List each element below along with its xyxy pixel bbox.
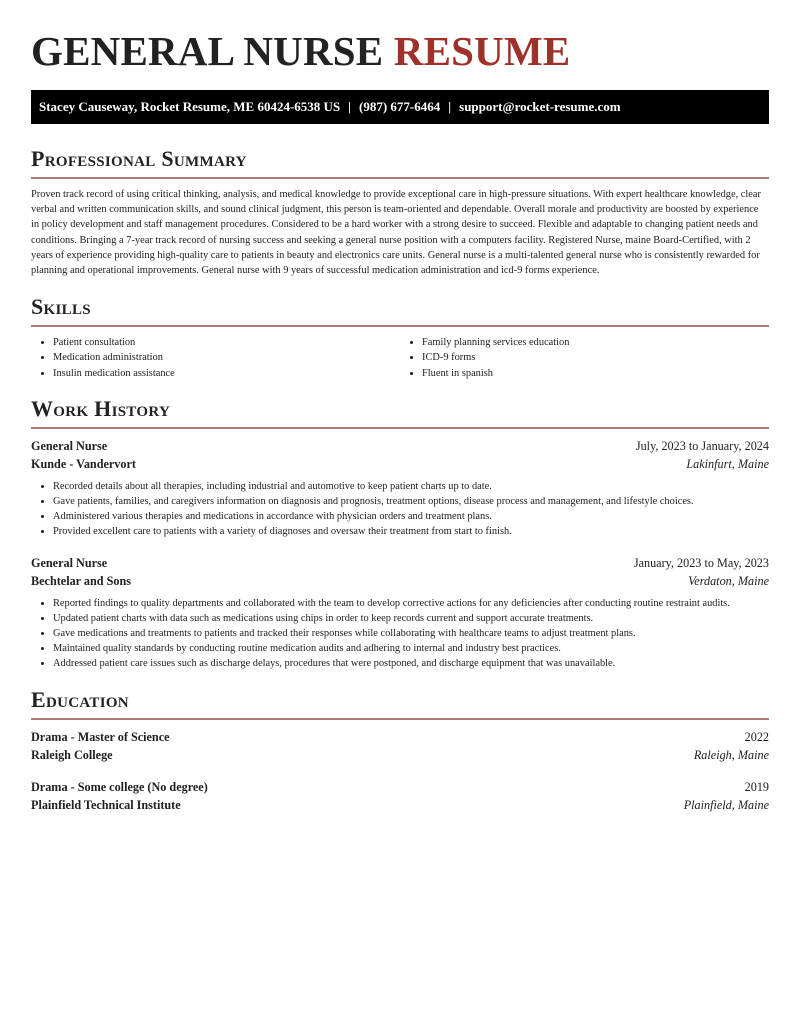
education-school-row — [31, 796, 769, 814]
education-section — [31, 687, 769, 814]
job-company: Bechtelar and Sons — [31, 573, 131, 588]
contact-separator: | — [448, 99, 452, 114]
contact-separator: | — [348, 99, 352, 114]
job-entry — [31, 554, 769, 672]
job-dates: January, 2023 to May, 2023 — [633, 555, 769, 570]
education-school-row — [31, 746, 769, 764]
education-school: Plainfield Technical Institute — [31, 797, 181, 812]
job-bullet: • Maintained quality standards by conducting routine medication audits and adhering to internal and industry best practices. — [53, 641, 769, 656]
job-bullets — [31, 596, 769, 672]
job-bullet: • Gave medications and treatments to patients and tracked their responses while collaborating with healthcare teams to adjust treatment plans. — [53, 626, 769, 641]
skill-item: • Fluent in spanish — [422, 366, 769, 381]
education-school: Raleigh College — [31, 747, 113, 762]
education-year: 2022 — [744, 729, 769, 744]
job-bullets — [31, 479, 769, 540]
job-bullet: • Recorded details about all therapies, including industrial and automotive to keep patient charts up to date. — [53, 479, 769, 494]
education-degree-row — [31, 728, 769, 746]
education-heading: Education — [31, 687, 769, 720]
job-header-row — [31, 554, 769, 572]
title-main: GENERAL NURSE — [31, 28, 384, 74]
job-title: General Nurse — [31, 555, 108, 570]
summary-text: Proven track record of using critical thinking, analysis, and medical knowledge to provide exceptional care in high-pressure situations. With expert healthcare knowledge, clear verbal and written communication skills, and sound clinical judgment, this person is team-oriented and dependable. Overall morale and productivity are boosted by experience in policy development and staff management procedures. Considered to be a hard worker with a strong desire to succeed. Flexible and adaptable to changing patient needs and conditions. Bringing a 7-year track record of nursing success and seeking a general nurse position with a computers facility. Registered Nurse, maine Board-Certified, with 2 years of experience providing high-quality care to patients in beauty and electronics care units. General nurse is a multi-talented general nurse who is consistently rewarded for planning and operational improvements. General nurse with 9 years of successful medication administration and icd-9 forms experience. — [31, 189, 761, 277]
education-location: Plainfield, Maine — [683, 797, 769, 812]
skill-item: • Insulin medication assistance — [53, 366, 400, 381]
job-bullet: • Provided excellent care to patients with a variety of diagnoses and oversaw their treatment from start to finish. — [53, 524, 769, 539]
contact-bar — [31, 90, 769, 124]
job-company-row — [31, 572, 769, 590]
job-title: General Nurse — [31, 438, 108, 453]
skill-item: • Medication administration — [53, 350, 400, 365]
summary-heading: Professional Summary — [31, 146, 769, 179]
education-year: 2019 — [744, 779, 769, 794]
resume-title — [31, 28, 769, 74]
education-degree: Drama - Some college (No degree) — [31, 779, 208, 794]
skills-column-left — [31, 335, 400, 381]
title-accent: RESUME — [393, 28, 571, 74]
skills-grid — [31, 335, 769, 381]
job-location: Lakinfurt, Maine — [686, 456, 769, 471]
work-history-heading: Work History — [31, 396, 769, 429]
education-degree-row — [31, 778, 769, 796]
education-entry — [31, 728, 769, 764]
contact-email[interactable]: support@rocket-resume.com — [459, 99, 621, 114]
skill-item: • Patient consultation — [53, 335, 400, 350]
job-bullet: • Administered various therapies and medications in accordance with physician orders and treatment plans. — [53, 509, 769, 524]
job-company: Kunde - Vandervort — [31, 456, 136, 471]
job-header-row — [31, 437, 769, 455]
job-bullet: • Gave patients, families, and caregivers information on diagnosis and prognosis, treatment options, disease process and management, and lifestyle choices. — [53, 494, 769, 509]
education-degree: Drama - Master of Science — [31, 729, 170, 744]
skill-item: • Family planning services education — [422, 335, 769, 350]
skills-heading: Skills — [31, 294, 769, 327]
work-history-section — [31, 396, 769, 672]
contact-phone: (987) 677-6464 — [359, 99, 441, 114]
job-dates: July, 2023 to January, 2024 — [635, 438, 769, 453]
job-location: Verdaton, Maine — [688, 573, 769, 588]
skills-column-right — [400, 335, 769, 381]
summary-section — [31, 146, 769, 278]
contact-address: Stacey Causeway, Rocket Resume, ME 60424-6538 US — [39, 99, 341, 114]
job-bullet: • Reported findings to quality departments and collaborated with the team to develop corrective actions for any deficiencies after conducting routine restraint audits. — [53, 596, 769, 611]
job-bullet: • Updated patient charts with data such as medications using chips in order to keep records current and support accurate treatments. — [53, 611, 769, 626]
job-bullet: • Addressed patient care issues such as discharge delays, procedures that were postponed, and discharge equipment that was unavailable. — [53, 656, 769, 671]
skills-section — [31, 294, 769, 381]
job-entry — [31, 437, 769, 540]
education-location: Raleigh, Maine — [693, 747, 769, 762]
education-entry — [31, 778, 769, 814]
job-company-row — [31, 455, 769, 473]
skill-item: • ICD-9 forms — [422, 350, 769, 365]
